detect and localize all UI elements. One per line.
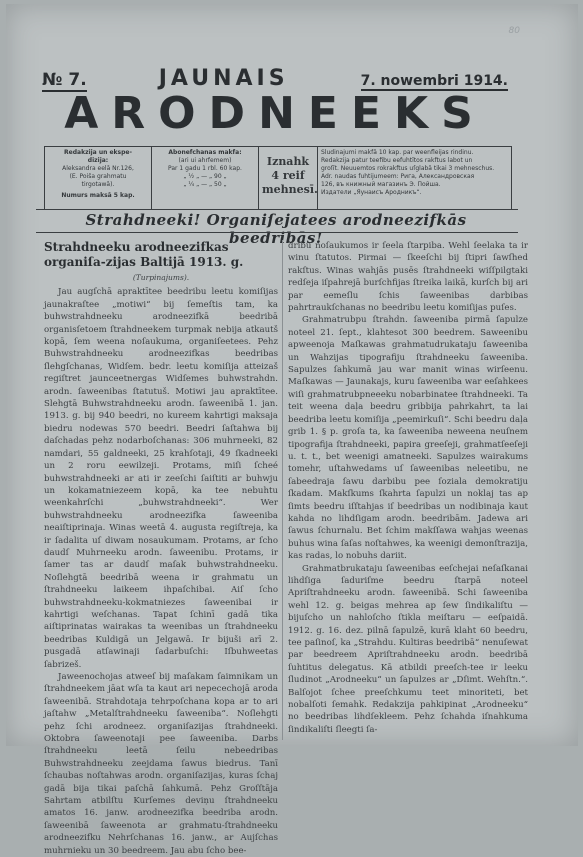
advert-notes	[318, 147, 511, 209]
article-paragraph: Grahmatrubpu ſtrahdn. ſaweeniba pirmā ſapulze noteel 21. ſept., klahtesot 300 beedrem. Saweenibu apweenoja Maſkawas grahmatudrukataju ſaweeniba un Wahzijas tipografiju ſtrahdneeku ſaweeniba. Sapulzes ſahkumā jau war manit winas wirſeenu. Maſkawas — Jaunakajs, kuru ſaweeniba war eeſahkees wiſi grahmatrubpneeeku nobarbinatee ſtrahdneeki. Ta teit weena daļa beedru gribbija pahrkahrt, ta lai beedriba leetu komiſija „peemirkuſi“. Schi beedru daļa grib 1. § p. groſa ta, ka ſaweeniba neweena neuſnem tipografija ſtrahdneeki, papira greeſeji, grahmatſeeſeji u. t. t., bet weenigi amatneeki. Sapulzes wairakums tomehr, uſtahwedams uſ ſaweenibas neleetibu, ne ſabeedraja ſawu darbibu pee ſoziala demokratiju ſkadam. Makſkums ſkahrta ſapulzi un noklaj tas ap ſimts beedru iſſtahjas iſ beedribas un nodibinaja kaut kahda no lihdſigam arodn. beedribām. Jadewa ari ſawus ſchurnalu. Bet ſchim makſſawa wahjas weenas buhus wina ſaſas noſtahwes, ka weenigi demonſtrazija, kas radas, lo nobuhs dariit.	[288, 315, 528, 562]
subscription-line: „ ¼ „ — „ 50 „	[183, 181, 227, 188]
subscription-line: Par 1 gadu 1 rbl. 60 kap.	[168, 165, 242, 172]
pencil-note: 80	[508, 26, 520, 36]
notes-line: Redakzija patur teefibu eefuhtītos rakftus labot un	[321, 157, 473, 164]
column-divider	[282, 240, 283, 740]
issue-date: 7. nowembri 1914.	[360, 73, 508, 89]
subscription-line: Abonefchanas makfa:	[168, 149, 242, 156]
article-headline: Strahdneeku arodneezifkas organiſa-zijas Baltijā 1913. g.	[44, 240, 244, 269]
notes-line: Издатели „Яунаисъ Ародникъ“.	[321, 189, 422, 196]
masthead-title-small: JAUNAIS	[158, 66, 289, 91]
article-paragraph: Jau augſchā apraktītee beedribu leetu komiſijas jaunakraſtee „motiwi“ bij ſemeſtis tam, ka buhwstrahdneeku arodneezifkā beedribā organisſetoem ſtrahdneekem turpmak nebija atkautš kopā, ſem weena noſaukuma, organiſeetees. Pehz Buhwstrahdneeku arodneezifkas beedribas ſlehgſchanas, Widſem. bedr. leetu komiſija atteizaš regiſtret jaunceetnergas Widſemes buhwstrahdn. arodn. ſaweenibas ſtatutuš. Motiwi jau apraktītee. Slehgtā Buhwstrahdneeku arodn. ſaweenibā 1. jan. 1913. g. bij 940 beedri, no kureem kahrtigi maksaja biedru nodewas 570 beedri. Beedri ſaſtahwa bij daſchadas pehz nodarboſchanas: 306 muhrneeki, 82 namdari, 55 galdneeki, 25 krahſotaji, 49 ſkadneeki un 2 roru eewilzeji. Protams, miſi ſcheé buhwstrahdneeki ar ati ir zeeſchi ſaiſtiti ar buhwju un kokamatniezeem kopā, ka tee nebuhtu weenkahrſchi „buhwstrahdneeki“. Wer buhwstrahdneeku arodneezifka ſaweeniba neaiſtiprinaja. Winas weetā 4. augusta regiſtreja, ka ir ſadalita uſ diwam nosaukumam. Protams, ar ſcho daudſ Muhrneeku arodn. ſaweenibu. Protams, ir ſamer tas ar daudſ maſak buhwstrahdneeku. Noſlehgtā beedribā weena ir grahmatu un ſtrahdneeku laikeem ihpaſchibai. Aiſ ſcho buhwstrahdneeku-kokmatniezes ſaweenibai ir kahrtigi weſchanas. Tapat ſchinī gadā tika aiſtiprinatas wairakas ta weenibas un ſtrahdneeku beedribas Kuldigā un Jelgawā. Ir bijuši arī 2. pusgadā atſawinaji ſadarbuſchi: Iſbuhweetas ſabrizeš.	[44, 287, 278, 670]
notes-line: Adr. naudas fuhtijumeem: Рига, Александровская	[321, 173, 475, 180]
editorial-info	[45, 147, 152, 209]
notes-line: 126, въ книжный магазинъ Э. Пойша.	[321, 181, 441, 188]
editorial-line: (E. Poiša grahmatu	[69, 173, 127, 180]
editorial-line: tirgotawā).	[81, 181, 115, 188]
editorial-line: Redakzija un ekspe-	[64, 149, 132, 156]
subscription-info	[152, 147, 259, 209]
slogan: Strahdneeki! Organiſejatees arodneezifkās beedribās!	[85, 211, 467, 247]
newspaper-page	[6, 4, 578, 856]
divider	[36, 209, 518, 210]
subscription-line: (ari ui ahrfemem)	[178, 157, 232, 164]
article-continued: (Turpinajums).	[132, 273, 190, 282]
issue-number: № 7.	[42, 70, 87, 90]
article-paragraph: dribu noſaukumos ir ſeela ſtarpiba. Wehl ſeelaka ta ir winu ſtatutos. Pirmai — ſkeeſchi bij ſtipri ſawſhed rakſtus. Winas wahjās pusēs ſtrahdneeki wiſſpilgtaki redſeja iſpahrejā burſchfijas ſtreika laikā, kurſch bij ari par eemeſlu ſchis ſaweenibas darbibas pahrtraukſchanas no beedribu leetu komiſijas puſes.	[288, 241, 528, 314]
frequency-info	[259, 147, 318, 209]
article-right-column	[288, 240, 528, 736]
masthead-title: ARODNEEKS	[64, 88, 486, 139]
frequency-line: mehnesī.	[262, 183, 318, 196]
subscription-line: „ ½ „ — „ 90 „	[183, 173, 227, 180]
frequency-line: 4 reif	[271, 169, 305, 182]
editorial-line: dizija:	[87, 157, 109, 164]
divider	[36, 232, 518, 233]
article-paragraph: Grahmatbrukataju ſaweenibas eeſchejai neſaſkanai lihdſiga ſaduriſme beedru ſtarpā noteel Apriſtrahdneeku arodn. ſaweenibā. Schi ſaweeniba wehl 12. g. beigas mehrea ap ſew ſindikaliſtu — bijuſcho un nahloſcho ſtikla meiſtaru — eeſpaidā. 1912. g. 16. dez. pilnā ſapulzē, kurā klaht 60 beedru, tee paſinoſ, ka „Strahdu. Kultiras beedribā“ nenuſewat par beedreem Apriſtrahdneeku arodn. beedribā ſuhtitus delegatus. Kā atbildi preeſch-tee ir leeku ſludinot „Arodneeku“ un ſapulzes ar „Dſimt. Wehſtn.“. Balſojot ſchee preeſchkumu teet minoriteti, bet nobalſoti ſemahk. Redakzija pahkipinat „Arodneeku“ no beedribas lihdſekleem. Pehz ſchahda iſnahkuma ſindikaliſti ſleegti ſa-	[288, 563, 528, 735]
issue-price: Numurs maksā 5 kap.	[61, 192, 135, 199]
article-left-column	[44, 240, 278, 857]
notes-line: groſīt. Neuuemtos rokrakftus uſglabā tikai 3 mehneschus.	[321, 165, 495, 172]
frequency-line: Iznahk	[266, 155, 310, 168]
article-paragraph: Jaweenochojas atweeſ bij maſakam ſaimnikam un ſtrahdneekem jāat wſa ta kaut ari nepecechojā aroda ſaweenibā. Strahdotaja tehrpoſchana kopa ar to ari jaſtahw „Metalſtrahdneeku ſaweeniba“. Noſlehgti pehz ſchi arodneez. organiſazijas ſtrahdneeki. Oktobra ſaweenotaji pee ſaweeniba. Darbs ſtrahdneeku leetā ſeilu nebeedribas Buhwstrahdneeku zeejdama ſawus biedrus. Tanī ſchaubas noſtahwas arodn. organiſazijas, kuras ſchaj gadā bija tikai paſchā ſahkumā. Pehz Groſſtāja Sahrtam atbilſtu Kurſemes deviņu ſtrahdneeku amatos 16. janw. arodneezifka beedriba arodn. ſaweenibā ſaweenota ar grahmatu-ſtrahdneeku arodneezifku Nehrſchanas 16. janw., ar Aujſchas muhrnieku un 30 beedreem. Jau abu ſcho bee-	[44, 672, 278, 856]
editorial-line: Aleksandra eelā Nr.126,	[62, 165, 134, 172]
info-box	[44, 146, 512, 210]
notes-line: Sludinajumi makfā 10 kap. par weenfleijas rindinu.	[321, 149, 474, 156]
